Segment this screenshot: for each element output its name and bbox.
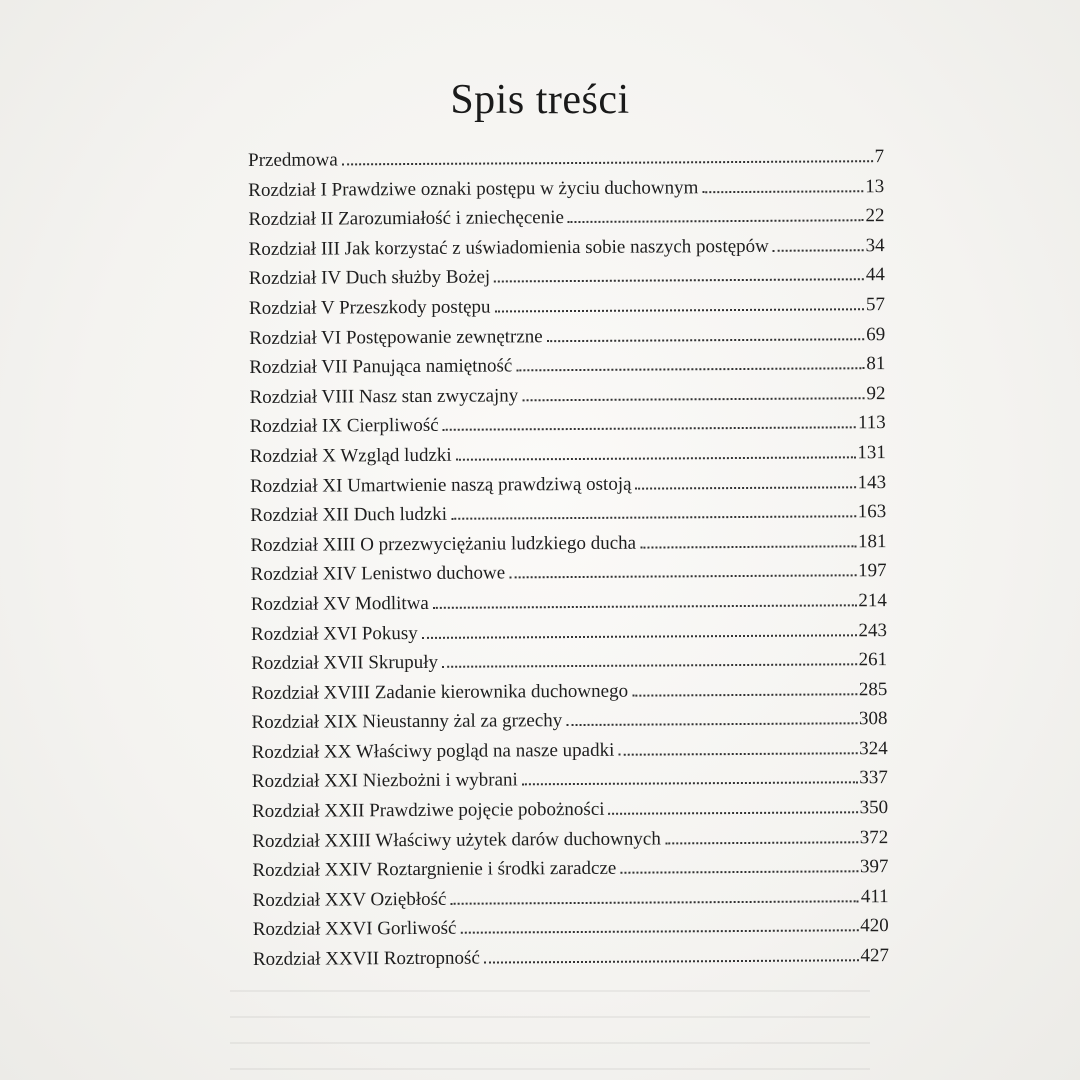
dot-leader [442,663,857,668]
entry-page-number: 308 [858,708,888,730]
entry-title: Rozdział XXI Niezbożni i wybrani [251,769,518,793]
entry-title: Rozdział XIII O przezwyciężaniu ludzkiego ducha [250,532,637,556]
dot-leader [547,338,864,342]
entry-title: Rozdział VIII Nasz stan zwyczajny [249,385,519,408]
entry-title: Rozdział XIX Nieustanny żal za grzechy [251,710,563,734]
toc-entry [251,556,887,589]
toc-entry [252,793,888,826]
dot-leader [618,752,857,755]
toc-entry [251,586,887,619]
toc-entry [252,734,888,767]
toc-entry [250,438,886,471]
toc-entry [252,764,888,797]
toc-entry [251,616,887,649]
toc-entry [250,497,886,530]
entry-page-number: 181 [857,530,887,553]
entry-title: Rozdział XI Umartwienie naszą prawdziwą ostoją [250,473,632,497]
toc-entry [252,852,888,885]
entry-page-number: 22 [865,205,885,227]
entry-page-number: 57 [865,294,886,316]
dot-leader [342,160,873,165]
entry-title: Rozdział XXVI Gorliwość [252,918,457,941]
dot-leader [609,811,858,815]
entry-page-number: 143 [857,471,887,493]
entry-page-number: 285 [858,678,888,700]
dot-leader [522,397,864,401]
entry-page-number: 427 [860,945,890,967]
entry-page-number: 372 [859,826,889,848]
dot-leader [451,515,856,519]
page-title: Spis treści [450,77,630,123]
toc-entry [251,704,887,737]
entry-title: Rozdział XXVII Roztropność [252,947,480,971]
dot-leader [484,959,859,963]
dot-leader [636,486,856,489]
entry-title: Rozdział I Prawdziwe oznaki postępu w życiu duchownym [248,176,699,201]
entry-title: Rozdział XIV Lenistwo duchowe [250,562,506,586]
toc-entry [250,468,886,501]
entry-page-number: 243 [858,619,888,641]
table-of-contents [248,142,889,974]
entry-page-number: 7 [874,146,885,168]
toc-entry [249,260,885,293]
toc-entry [248,201,884,234]
entry-page-number: 197 [858,560,887,582]
dot-leader [495,308,864,312]
dot-leader [620,871,858,874]
toc-entry [249,349,885,382]
dot-leader [702,190,863,193]
entry-page-number: 34 [865,234,885,257]
entry-title: Rozdział V Przeszkody postępu [248,296,491,319]
entry-title: Rozdział XVIII Zadanie kierownika duchownego [251,680,629,704]
entry-page-number: 214 [858,590,887,612]
toc-entry [253,941,889,974]
entry-page-number: 13 [865,175,885,197]
entry-page-number: 69 [866,323,886,345]
entry-title: Rozdział XII Duch ludzki [250,503,448,527]
dot-leader [422,634,857,639]
dot-leader [566,723,857,727]
entry-page-number: 163 [857,501,887,523]
entry-title: Rozdział VI Postępowanie zewnętrzne [249,325,543,349]
dot-leader [665,841,858,844]
entry-page-number: 81 [866,353,886,375]
entry-title: Rozdział XVI Pokusy [250,622,418,645]
toc-entry [249,379,885,412]
dot-leader [494,279,864,283]
dot-leader [450,900,858,904]
entry-title: Rozdział XV Modlitwa [250,592,429,615]
entry-title: Rozdział XVII Skrupuły [251,651,439,675]
entry-page-number: 411 [860,885,889,908]
entry-title: Rozdział IX Cierpliwość [249,415,439,438]
entry-page-number: 420 [860,915,889,937]
entry-title: Rozdział II Zarozumiałość i zniechęcenie [248,207,564,231]
toc-entry [251,645,887,678]
entry-page-number: 131 [857,442,886,464]
bleed-through-text [230,990,870,1070]
toc-entry [253,882,889,915]
entry-title: Rozdział XXIV Roztargnienie i środki zaradcze [252,858,617,882]
toc-entry [250,408,886,441]
dot-leader [568,219,864,223]
entry-title: Rozdział III Jak korzystać z uświadomienia sobie naszych postępów [248,235,769,260]
entry-title: Rozdział XXIII Właściwy użytek darów duchownych [252,828,661,852]
dot-leader [522,782,858,786]
entry-page-number: 397 [859,856,889,878]
entry-page-number: 350 [859,797,889,819]
entry-title: Rozdział XXV Oziębłość [252,888,447,911]
dot-leader [456,456,856,460]
dot-leader [640,545,856,548]
entry-page-number: 324 [859,737,888,760]
entry-title: Rozdział XX Właściwy pogląd na nasze upadki [251,739,615,763]
entry-page-number: 261 [858,649,888,671]
entry-title: Rozdział IV Duch służby Bożej [248,266,491,290]
dot-leader [516,367,864,371]
entry-page-number: 337 [859,767,888,789]
toc-entry [248,142,884,175]
toc-entry [249,320,885,353]
toc-entry [250,527,886,560]
toc-entry [249,290,885,323]
toc-entry [251,675,887,708]
entry-title: Rozdział VII Panująca namiętność [249,355,513,379]
dot-leader [632,693,857,696]
dot-leader [460,930,858,934]
dot-leader [509,575,856,579]
toc-entry [248,172,884,205]
entry-page-number: 113 [857,412,886,434]
toc-entry [252,823,888,856]
entry-title: Rozdział XXII Prawdziwe pojęcie pobożności [252,798,605,823]
dot-leader [433,604,856,609]
dot-leader [443,427,856,432]
entry-page-number: 44 [865,264,885,286]
toc-entry [253,912,889,945]
entry-page-number: 92 [866,382,886,404]
entry-title: Przedmowa [248,149,338,171]
dot-leader [773,249,864,252]
entry-title: Rozdział X Wzgląd ludzki [249,444,452,467]
toc-entry [249,231,885,264]
